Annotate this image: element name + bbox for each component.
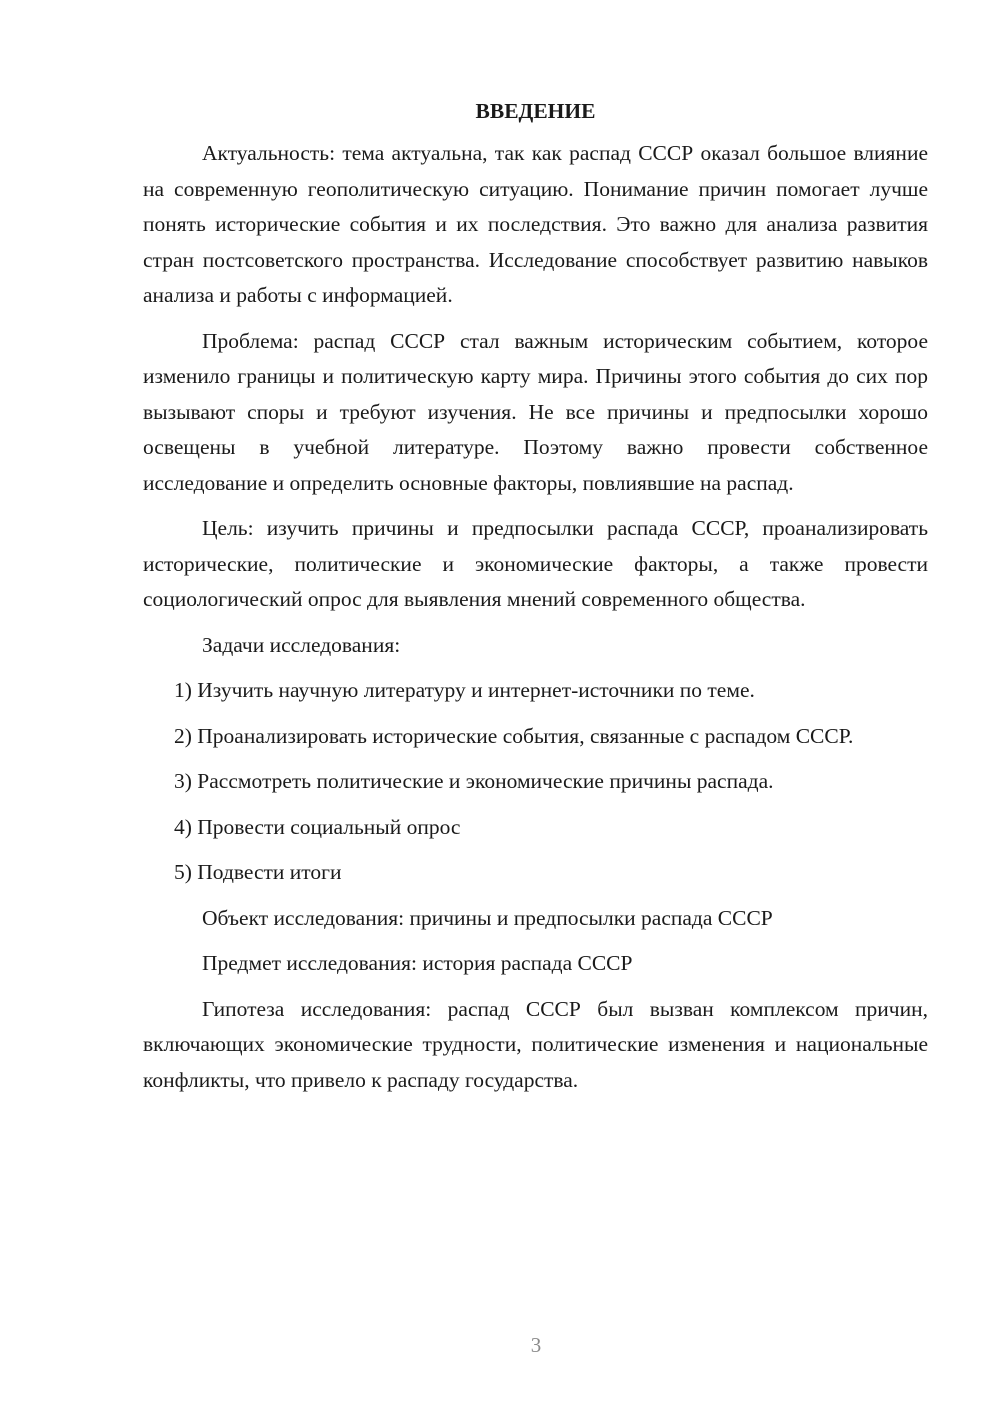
task-item: 3) Рассмотреть политические и экономические причины распада. [174, 769, 774, 793]
hypothesis-paragraph: Гипотеза исследования: распад СССР был вызван комплексом причин, включающих экономические трудности, политические изменения и национальные конфликты, что привело к распаду государства. [143, 996, 928, 1092]
tasks-title: Задачи исследования: [202, 632, 401, 657]
goal-paragraph: Цель: изучить причины и предпосылки распада СССР, проанализировать исторические, политические и экономические факторы, а также провести социологический опрос для выявления мнений современного общества. [143, 516, 928, 611]
task-item: 1) Изучить научную литературу и интернет-источники по теме. [174, 678, 755, 702]
task-item: 5) Подвести итоги [174, 860, 342, 884]
task-item: 2) Проанализировать исторические события, связанные с распадом СССР. [174, 723, 854, 748]
object-paragraph: Объект исследования: причины и предпосылки распада СССР [202, 905, 773, 930]
page-content [143, 96, 928, 1108]
relevance-paragraph: Актуальность: тема актуальна, так как распад СССР оказал большое влияние на современную геополитическую ситуацию. Понимание причин помогает лучше понять исторические события и их последствия. Это важно для анализа развития стран постсоветского пространства. Исследование способствует развитию навыков анализа и работы с информацией. [143, 141, 928, 307]
task-item: 4) Провести социальный опрос [174, 814, 461, 839]
section-heading: ВВЕДЕНИЕ [475, 99, 596, 123]
problem-paragraph: Проблема: распад СССР стал важным историческим событием, которое изменило границы и политическую карту мира. Причины этого события до сих пор вызывают споры и требуют изучения. Не все причины и предпосылки хорошо освещены в учебной литературе. Поэтому важно провести собственное исследование и определить основные факторы, повлиявшие на распад. [143, 328, 928, 495]
page-number: 3 [530, 1333, 542, 1357]
subject-paragraph: Предмет исследования: история распада СССР [202, 951, 633, 975]
